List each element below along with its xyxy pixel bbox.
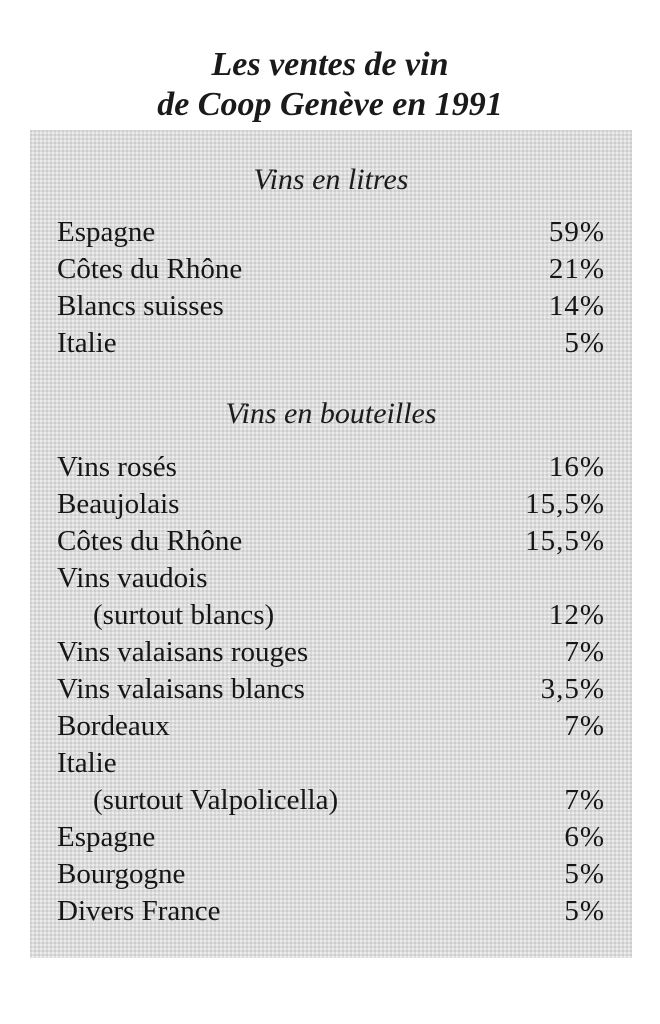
table-row [57, 634, 605, 671]
row-value: 15,5% [525, 525, 605, 557]
row-value: 7% [564, 710, 605, 742]
table-row [57, 671, 605, 708]
row-label: Italie [57, 327, 117, 359]
row-value: 59% [548, 216, 605, 248]
row-value: 5% [564, 327, 605, 359]
row-label: Divers France [57, 895, 221, 927]
row-label: (surtout Valpolicella) [93, 784, 339, 816]
section-heading-bouteilles: Vins en bouteilles [225, 397, 437, 430]
row-value: 12% [548, 599, 605, 631]
row-label: Vins rosés [57, 451, 177, 483]
row-label: Côtes du Rhône [57, 253, 243, 285]
table-row [57, 597, 605, 634]
row-value: 7% [564, 636, 605, 668]
table-row [57, 486, 605, 523]
row-label: Italie [57, 747, 117, 779]
table-row [57, 745, 605, 782]
page-title [0, 45, 660, 125]
row-value: 5% [564, 895, 605, 927]
table-row [57, 523, 605, 560]
table-row [57, 325, 605, 362]
row-value: 3,5% [540, 673, 605, 705]
table-row [57, 560, 605, 597]
section-heading-litres: Vins en litres [253, 163, 409, 196]
row-value: 7% [564, 784, 605, 816]
table-row [57, 449, 605, 486]
row-label: Vins vaudois [57, 562, 208, 594]
table-row [57, 856, 605, 893]
sales-table-panel [30, 130, 632, 958]
table-row [57, 251, 605, 288]
row-label: Espagne [57, 821, 156, 853]
table-row [57, 819, 605, 856]
table-row [57, 782, 605, 819]
title-line-1: Les ventes de vin [211, 45, 449, 83]
row-value: 5% [564, 858, 605, 890]
table-row [57, 288, 605, 325]
row-value: 6% [564, 821, 605, 853]
table-row [57, 893, 605, 930]
row-label: Blancs suisses [57, 290, 224, 322]
row-label: Vins valaisans rouges [57, 636, 309, 668]
row-label: Bordeaux [57, 710, 170, 742]
title-line-2: de Coop Genève en 1991 [157, 85, 503, 123]
row-value: 15,5% [525, 488, 605, 520]
row-value: 16% [548, 451, 605, 483]
table-row [57, 708, 605, 745]
row-value: 21% [548, 253, 605, 285]
table-row [57, 214, 605, 251]
row-label: Bourgogne [57, 858, 186, 890]
row-label: (surtout blancs) [93, 599, 275, 631]
row-label: Vins valaisans blancs [57, 673, 305, 705]
row-label: Côtes du Rhône [57, 525, 243, 557]
row-label: Espagne [57, 216, 156, 248]
row-label: Beaujolais [57, 488, 180, 520]
row-value: 14% [548, 290, 605, 322]
